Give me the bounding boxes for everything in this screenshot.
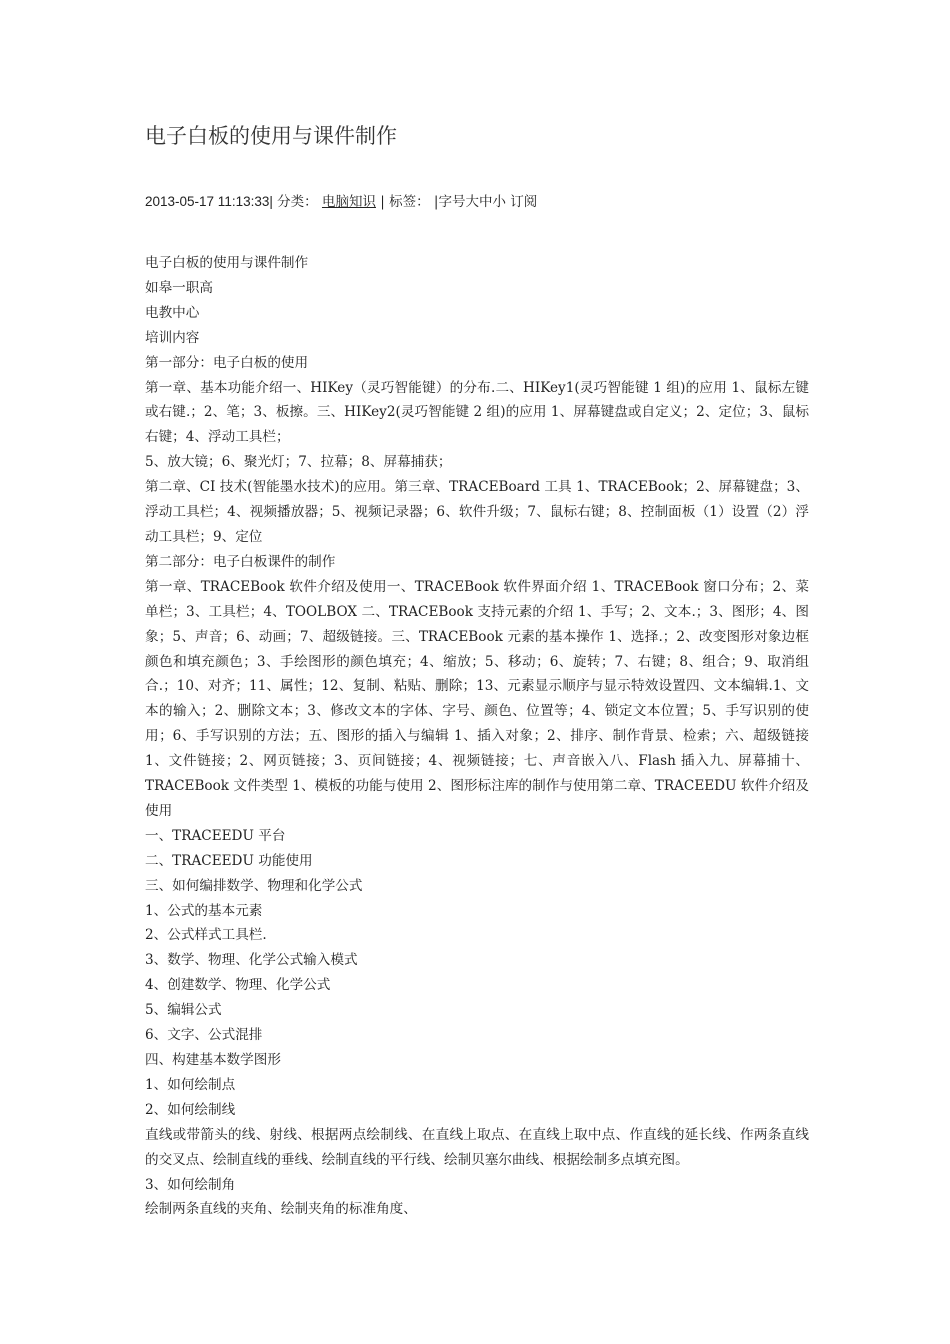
paragraph: 培训内容 bbox=[145, 329, 200, 346]
article-title: 电子白板的使用与课件制作 bbox=[145, 124, 397, 148]
meta-separator: | bbox=[269, 194, 273, 209]
article-meta bbox=[145, 190, 537, 214]
paragraph: 电子白板的使用与课件制作 bbox=[145, 255, 309, 271]
paragraph: 2、公式样式工具栏. bbox=[145, 927, 267, 944]
paragraph: 6、文字、公式混排 bbox=[145, 1027, 263, 1044]
paragraph: 三、如何编排数学、物理和化学公式 bbox=[145, 877, 363, 894]
article-body bbox=[145, 251, 809, 1222]
paragraph: 4、创建数学、物理、化学公式 bbox=[145, 977, 331, 994]
paragraph: 如皋一职高 bbox=[145, 279, 213, 296]
paragraph: 二、TRACEEDU 功能使用 bbox=[145, 852, 313, 869]
meta-separator: | bbox=[380, 194, 385, 210]
paragraph: 第一章、基本功能介绍一、HIKey（灵巧智能键）的分布.二、HIKey1(灵巧智能键 1 组)的应用 1、鼠标左键或右键.；2、笔；3、板擦。三、HIKey2(灵巧智能键 2 组)的应用 1、屏幕键盘或自定义；2、定位；3、鼠标右键；4、浮动工具栏； bbox=[145, 379, 809, 446]
paragraph: 2、如何绘制线 bbox=[145, 1101, 236, 1118]
post-datetime: 2013-05-17 11:13:33 bbox=[145, 194, 270, 209]
paragraph: 绘制两条直线的夹角、绘制夹角的标准角度、 bbox=[145, 1201, 417, 1218]
paragraph: 四、构建基本数学图形 bbox=[145, 1052, 281, 1068]
paragraph: 5、放大镜；6、聚光灯；7、拉幕；8、屏幕捕获； bbox=[145, 454, 452, 471]
paragraph: 第一部分：电子白板的使用 bbox=[145, 354, 309, 371]
paragraph: 3、数学、物理、化学公式输入模式 bbox=[145, 952, 358, 969]
category-label: 分类： bbox=[277, 194, 318, 210]
paragraph: 第一章、TRACEBook 软件介绍及使用一、TRACEBook 软件界面介绍 1、TRACEBook 窗口分布；2、菜单栏；3、工具栏；4、TOOLBOX 二、TRACEBook 支持元素的介绍 1、手写；2、文本.；3、图形；4、图象；5、声音；6、动画；7、超级链接。三、TRACEBook 元素的基本操作 1、选择.；2、改变图形对象边框颜色和填充颜色；3、手绘图形的颜色填充；4、缩放；5、移动；6、旋转；7、右键；8、组合；9、取消组合.；10、对齐；11、属性；12、复制、粘贴、删除；13、元素显示顺序与显示特效设置四、文本编辑.1、文本的输入；2、删除文本；3、修改文本的字体、字号、颜色、位置等；4、锁定文本位置；5、手写识别的使用；6、手写识别的方法；五、图形的插入与编辑 1、插入对象；2、排序、制作背景、检索；六、超级链接 1、文件链接；2、网页链接；3、页间链接；4、视频链接；七、声音嵌入八、Flash 插入九、屏幕捕十、TRACEBook 文件类型 1、模板的功能与使用 2、图形标注库的制作与使用第二章、TRACEEDU 软件介绍及使用 bbox=[145, 578, 809, 819]
font-size-subscribe[interactable]: |字号大中小 订阅 bbox=[433, 194, 538, 210]
paragraph: 3、如何绘制角 bbox=[145, 1176, 236, 1193]
paragraph: 1、公式的基本元素 bbox=[145, 902, 263, 919]
paragraph: 直线或带箭头的线、射线、根据两点绘制线、在直线上取点、在直线上取中点、作直线的延长线、作两条直线的交叉点、绘制直线的垂线、绘制直线的平行线、绘制贝塞尔曲线、根据绘制多点填充图。 bbox=[145, 1126, 809, 1168]
tags-label: 标签： bbox=[389, 194, 430, 210]
paragraph: 电教中心 bbox=[145, 304, 200, 321]
paragraph: 第二章、CI 技术(智能墨水技术)的应用。第三章、TRACEBoard 工具 1、TRACEBook；2、屏幕键盘；3、浮动工具栏；4、视频播放器；5、视频记录器；6、软件升级；7、鼠标右键；8、控制面板（1）设置（2）浮动工具栏；9、定位 bbox=[145, 479, 809, 545]
category-link[interactable]: 电脑知识 bbox=[321, 194, 376, 210]
paragraph: 第二部分：电子白板课件的制作 bbox=[145, 553, 336, 570]
paragraph: 1、如何绘制点 bbox=[145, 1076, 236, 1093]
paragraph: 5、编辑公式 bbox=[145, 1002, 222, 1019]
paragraph: 一、TRACEEDU 平台 bbox=[145, 827, 286, 844]
